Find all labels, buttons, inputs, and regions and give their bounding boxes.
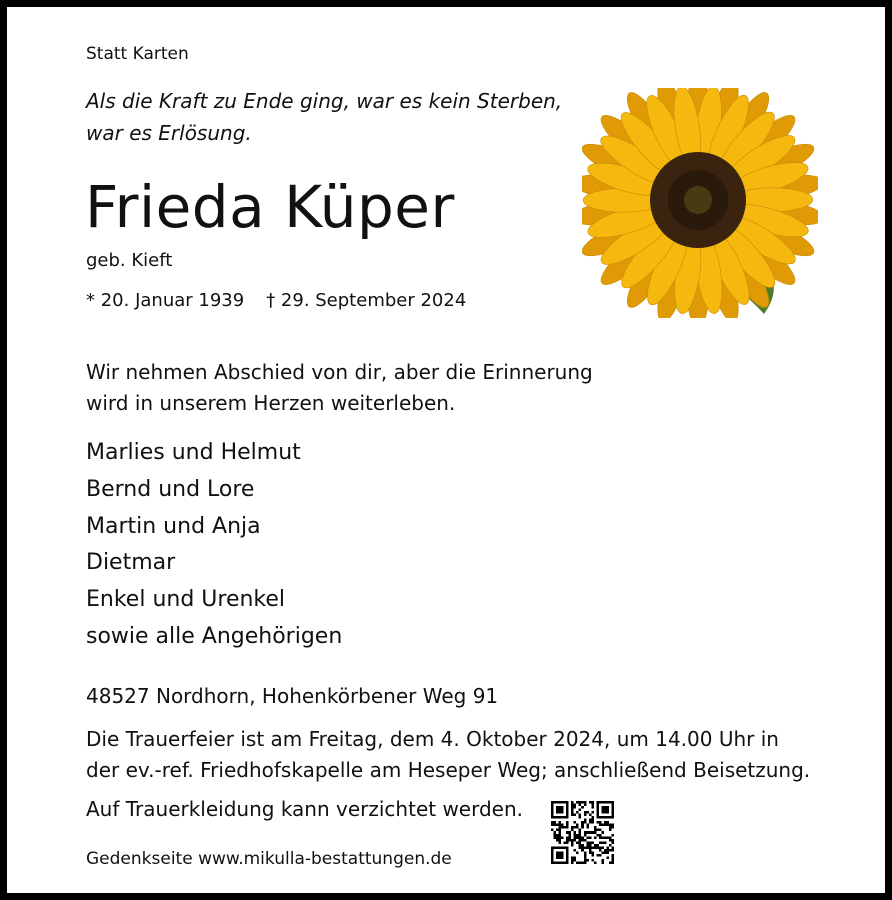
qr-module	[571, 826, 574, 829]
qr-module	[584, 834, 587, 837]
qr-module	[571, 844, 574, 847]
qr-module	[586, 811, 589, 814]
qr-module	[579, 841, 582, 844]
qr-module	[589, 844, 592, 847]
qr-module	[579, 836, 582, 839]
qr-module	[556, 834, 559, 837]
qr-module	[571, 801, 574, 804]
qr-module	[576, 841, 579, 844]
qr-module	[574, 814, 577, 817]
qr-module	[596, 801, 599, 819]
qr-module	[556, 839, 559, 842]
qr-module	[581, 839, 584, 842]
qr-module	[551, 816, 569, 819]
qr-module	[584, 859, 587, 862]
qr-module	[604, 821, 607, 824]
qr-module	[591, 854, 594, 857]
qr-module	[611, 846, 614, 849]
farewell-line: Wir nehmen Abschied von dir, aber die Erinnerung	[86, 360, 593, 384]
qr-module	[559, 824, 562, 827]
qr-module	[566, 826, 569, 829]
qr-module	[571, 829, 574, 832]
qr-module	[589, 851, 592, 854]
qr-module	[574, 806, 577, 809]
header-note: Statt Karten	[86, 44, 189, 64]
qr-module	[591, 846, 594, 849]
qr-module	[581, 846, 584, 849]
qr-module	[554, 831, 557, 834]
qr-module	[576, 834, 579, 837]
qr-module	[594, 826, 597, 829]
qr-module	[596, 829, 599, 832]
qr-module	[606, 856, 609, 859]
qr-module	[591, 851, 594, 854]
qr-module	[609, 826, 612, 829]
qr-module	[591, 811, 594, 814]
qr-module	[599, 834, 602, 837]
qr-module	[571, 856, 574, 859]
qr-module	[589, 849, 592, 852]
qr-module	[574, 859, 577, 862]
life-dates	[86, 290, 466, 311]
qr-module	[571, 809, 574, 812]
qr-module	[584, 814, 587, 817]
qr-module	[591, 806, 594, 809]
qr-module	[584, 821, 587, 824]
qr-module	[559, 826, 562, 829]
qr-module	[566, 836, 569, 839]
qr-module	[576, 851, 579, 854]
qr-module	[579, 861, 582, 864]
qr-module	[611, 849, 614, 852]
qr-module	[599, 829, 602, 832]
qr-module	[589, 841, 592, 844]
qr-module	[571, 814, 574, 817]
clothing-note: Auf Trauerkleidung kann verzichtet werden.	[86, 797, 524, 821]
qr-module	[606, 849, 609, 852]
qr-module	[581, 801, 584, 804]
qr-module	[551, 846, 554, 864]
qr-module	[596, 834, 599, 837]
qr-module	[551, 846, 569, 849]
qr-module	[586, 836, 589, 839]
qr-module	[579, 846, 582, 849]
qr-module	[554, 834, 557, 837]
qr-module	[579, 809, 582, 812]
qr-module	[591, 816, 594, 819]
qr-module	[571, 806, 574, 809]
qr-module	[576, 861, 579, 864]
service-line: Die Trauerfeier ist am Freitag, dem 4. Oktober 2024, um 14.00 Uhr in	[86, 727, 779, 751]
qr-module	[606, 824, 609, 827]
deceased-name: Frieda Küper	[85, 173, 455, 241]
qr-module	[591, 841, 594, 844]
mourner-entry: Bernd und Lore	[86, 476, 255, 502]
qr-module	[576, 801, 579, 804]
qr-module	[556, 836, 559, 839]
sunflower-image	[582, 88, 818, 318]
qr-module	[604, 849, 607, 852]
qr-module	[609, 836, 612, 839]
qr-module	[576, 836, 579, 839]
qr-module	[559, 841, 562, 844]
birth-date: * 20. Januar 1939	[86, 290, 245, 311]
qr-module	[579, 804, 582, 807]
qr-module	[574, 834, 577, 837]
qr-module	[581, 821, 584, 824]
qr-module	[601, 851, 604, 854]
qr-module	[556, 829, 559, 832]
qr-module	[561, 824, 564, 827]
qr-module	[611, 801, 614, 819]
sunflower-center-core	[684, 186, 712, 214]
qr-module	[576, 811, 579, 814]
qr-module	[551, 821, 554, 824]
qr-module	[594, 836, 597, 839]
qr-module	[596, 801, 614, 804]
qr-module	[596, 844, 599, 847]
qr-module	[591, 859, 594, 862]
qr-module	[566, 801, 569, 819]
qr-module	[601, 831, 604, 834]
qr-module	[551, 801, 554, 819]
qr-module	[561, 826, 564, 829]
qr-module	[594, 831, 597, 834]
qr-module	[586, 859, 589, 862]
qr-module	[579, 814, 582, 817]
qr-module	[586, 844, 589, 847]
qr-module	[574, 849, 577, 852]
qr-module	[609, 844, 612, 847]
qr-module	[569, 831, 572, 834]
qr-module	[601, 859, 604, 862]
qr-module	[554, 821, 557, 824]
qr-module	[571, 859, 574, 862]
qr-module	[604, 824, 607, 827]
qr-module	[579, 801, 582, 804]
mourner-entry: Enkel und Urenkel	[86, 587, 286, 613]
qr-module	[551, 801, 569, 804]
qr-module	[559, 836, 562, 839]
qr-module	[579, 831, 582, 834]
qr-module	[611, 834, 614, 837]
service-info	[86, 724, 810, 786]
qr-module	[584, 846, 587, 849]
qr-module	[559, 834, 562, 837]
qr-module	[606, 851, 609, 854]
qr-module	[611, 859, 614, 862]
qr-module	[584, 861, 587, 864]
qr-module	[556, 851, 564, 859]
qr-module	[601, 824, 604, 827]
qr-module	[591, 801, 594, 804]
mourner-entry: Dietmar	[86, 550, 176, 576]
qr-module	[599, 849, 602, 852]
qr-module	[601, 846, 604, 849]
qr-module	[574, 831, 577, 834]
qr-module	[599, 824, 602, 827]
qr-module	[559, 821, 562, 824]
qr-module	[586, 831, 589, 834]
qr-module	[611, 856, 614, 859]
qr-module	[606, 821, 609, 824]
qr-module	[609, 839, 612, 842]
qr-module	[581, 861, 584, 864]
qr-module	[576, 826, 579, 829]
qr-module	[586, 824, 589, 827]
qr-module	[591, 819, 594, 822]
qr-module	[591, 831, 594, 834]
qr-module	[574, 804, 577, 807]
qr-module	[584, 831, 587, 834]
service-line: der ev.-ref. Friedhofskapelle am Heseper Weg; anschließend Beisetzung.	[86, 758, 811, 782]
mourners-list	[86, 435, 342, 656]
qr-module	[579, 839, 582, 842]
qr-module	[611, 826, 614, 829]
qr-module	[606, 836, 609, 839]
qr-module	[559, 839, 562, 842]
qr-module	[606, 846, 609, 849]
qr-module	[569, 836, 572, 839]
qr-module	[589, 819, 592, 822]
quote	[86, 85, 562, 149]
qr-module	[581, 824, 584, 827]
qr-module	[566, 839, 569, 842]
qr-module	[586, 841, 589, 844]
qr-module	[584, 811, 587, 814]
qr-module	[581, 836, 584, 839]
quote-line: war es Erlösung.	[86, 121, 252, 145]
qr-module	[604, 841, 607, 844]
qr-module	[559, 831, 562, 834]
qr-module	[594, 861, 597, 864]
qr-module	[584, 804, 587, 807]
qr-module	[581, 826, 584, 829]
qr-module	[609, 849, 612, 852]
qr-module	[596, 816, 614, 819]
qr-module	[599, 836, 602, 839]
qr-module	[601, 836, 604, 839]
qr-module	[579, 829, 582, 832]
qr-module	[566, 824, 569, 827]
qr-module	[609, 824, 612, 827]
qr-module	[574, 821, 577, 824]
qr-module	[571, 841, 574, 844]
qr-module	[599, 846, 602, 849]
qr-module	[601, 806, 609, 814]
qr-module	[591, 821, 594, 824]
mourner-entry: sowie alle Angehörigen	[86, 623, 343, 649]
qr-module	[566, 846, 569, 864]
qr-module	[566, 831, 569, 834]
qr-module	[589, 814, 592, 817]
qr-module	[594, 846, 597, 849]
qr-module	[594, 844, 597, 847]
qr-code[interactable]	[551, 801, 614, 864]
qr-module	[611, 839, 614, 842]
qr-module	[564, 841, 567, 844]
qr-module	[574, 856, 577, 859]
qr-module	[551, 824, 554, 827]
qr-module	[609, 861, 612, 864]
qr-module	[556, 806, 564, 814]
qr-module	[559, 829, 562, 832]
qr-module	[581, 844, 584, 847]
qr-module	[571, 861, 574, 864]
qr-module	[599, 821, 602, 824]
qr-module	[611, 841, 614, 844]
qr-module	[576, 824, 579, 827]
qr-module	[584, 801, 587, 804]
qr-module	[584, 839, 587, 842]
qr-module	[579, 834, 582, 837]
qr-module	[604, 851, 607, 854]
qr-module	[584, 819, 587, 822]
qr-module	[591, 804, 594, 807]
qr-module	[589, 836, 592, 839]
qr-module	[599, 854, 602, 857]
qr-module	[574, 836, 577, 839]
qr-module	[551, 829, 554, 832]
qr-module	[571, 804, 574, 807]
death-date: † 29. September 2024	[266, 290, 467, 311]
mourner-entry: Marlies und Helmut	[86, 440, 301, 465]
qr-module	[554, 824, 557, 827]
qr-module	[586, 826, 589, 829]
qr-module	[584, 851, 587, 854]
qr-module	[589, 846, 592, 849]
address: 48527 Nordhorn, Hohenkörbener Weg 91	[86, 684, 499, 708]
quote-line: Als die Kraft zu Ende ging, war es kein Sterben,	[86, 89, 563, 113]
qr-module	[609, 829, 612, 832]
qr-module	[589, 821, 592, 824]
qr-module	[561, 836, 564, 839]
qr-module	[611, 854, 614, 857]
farewell-line: wird in unserem Herzen weiterleben.	[86, 391, 456, 415]
qr-module	[579, 816, 582, 819]
qr-module	[584, 854, 587, 857]
qr-module	[599, 841, 602, 844]
qr-module	[601, 841, 604, 844]
qr-module	[579, 844, 582, 847]
qr-module	[566, 821, 569, 824]
qr-module	[554, 836, 557, 839]
qr-module	[594, 829, 597, 832]
qr-module	[584, 856, 587, 859]
qr-module	[596, 854, 599, 857]
qr-module	[574, 839, 577, 842]
qr-module	[596, 846, 599, 849]
qr-module	[571, 839, 574, 842]
qr-module	[581, 806, 584, 809]
qr-module	[569, 834, 572, 837]
qr-module	[574, 826, 577, 829]
qr-module	[589, 801, 592, 804]
qr-module	[589, 831, 592, 834]
qr-module	[586, 846, 589, 849]
qr-module	[564, 826, 567, 829]
memorial-website[interactable]: Gedenkseite www.mikulla-bestattungen.de	[86, 849, 452, 869]
mourner-entry: Martin und Anja	[86, 513, 261, 539]
qr-module	[604, 836, 607, 839]
qr-module	[556, 824, 559, 827]
qr-module	[596, 821, 599, 824]
qr-module	[581, 849, 584, 852]
qr-module	[601, 861, 604, 864]
qr-module	[551, 861, 569, 864]
qr-module	[569, 839, 572, 842]
farewell-text	[86, 357, 593, 419]
qr-module	[611, 824, 614, 827]
qr-module	[571, 811, 574, 814]
qr-module	[566, 841, 569, 844]
qr-module	[611, 861, 614, 864]
birth-name: geb. Kieft	[86, 250, 173, 271]
